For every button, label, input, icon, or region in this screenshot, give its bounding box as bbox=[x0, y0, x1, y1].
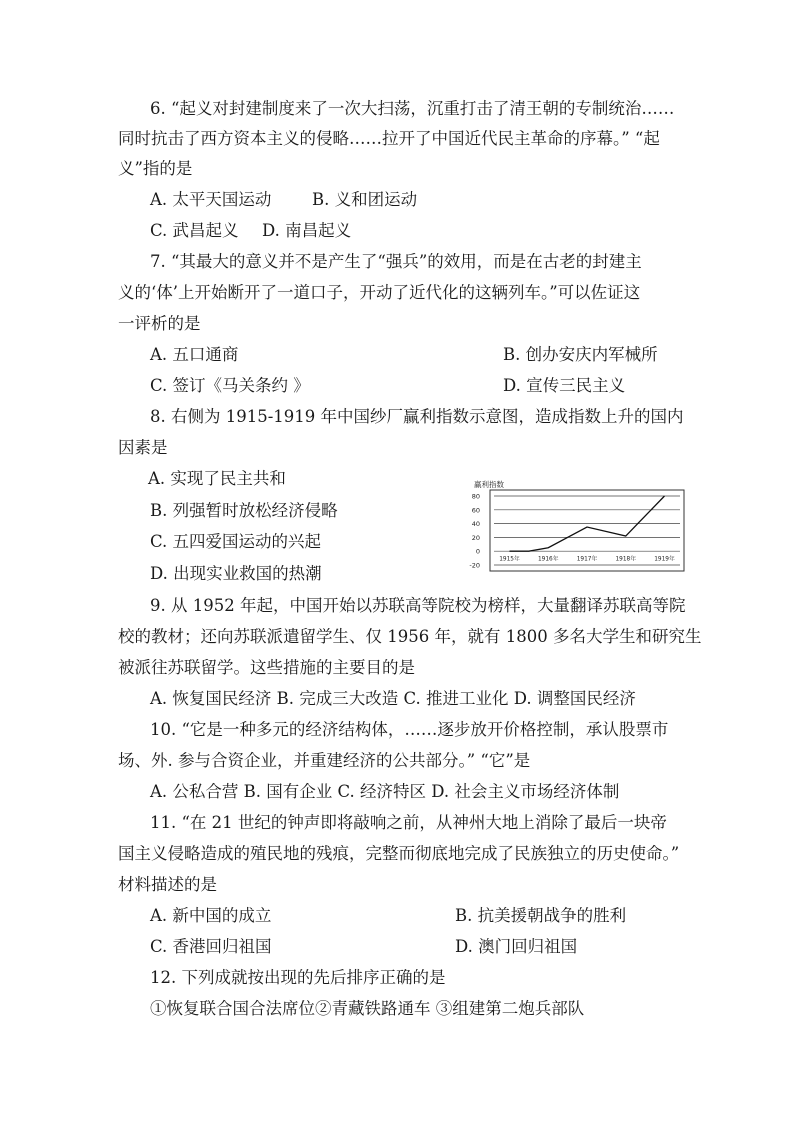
q6-option-d: D. 南昌起义 bbox=[262, 221, 352, 240]
q9-stem-line-3: 被派往苏联留学。这些措施的主要目的是 bbox=[118, 658, 415, 677]
x-tick-label: 1915年 bbox=[499, 556, 520, 563]
q8-option-a: A. 实现了民主共和 bbox=[148, 469, 286, 488]
q8-stem-line-2: 因素是 bbox=[118, 438, 168, 457]
q6-option-a: A. 太平天国运动 bbox=[150, 190, 272, 209]
q6-stem-line-1: 6. “起义对封建制度来了一次大扫荡，沉重打击了清王朝的专制统治…… bbox=[150, 99, 675, 118]
q11-option-b: B. 抗美援朝战争的胜利 bbox=[455, 906, 627, 925]
q12-stem-line-1: 12. 下列成就按出现的先后排序正确的是 bbox=[150, 968, 446, 987]
q10-stem-line-1: 10. “它是一种多元的经济结构体，……逐步放开价格控制，承认股票市 bbox=[150, 720, 669, 739]
q7-option-a: A. 五口通商 bbox=[150, 345, 239, 364]
q8-option-c: C. 五四爱国运动的兴起 bbox=[150, 532, 322, 551]
q12-stem-line-2: ①恢复联合国合法席位②青藏铁路通车 ③组建第二炮兵部队 bbox=[150, 999, 585, 1018]
q6-stem-line-2: 同时抗击了西方资本主义的侵略……拉开了中国近代民主革命的序幕。” “起 bbox=[118, 129, 660, 148]
q9-stem-line-2: 校的教材；还向苏联派遣留学生、仅 1956 年，就有 1800 多名大学生和研究生 bbox=[118, 627, 702, 646]
y-tick-label: 0 bbox=[475, 547, 480, 556]
chart-title: 赢利指数 bbox=[474, 480, 504, 489]
q7-stem-line-1: 7. “其最大的意义并不是产生了“强兵”的效用，而是在古老的封建主 bbox=[150, 252, 642, 271]
q7-stem-line-2: 义的‘体’上开始断开了一道口子，开动了近代化的这辆列车。”可以佐证这 bbox=[118, 283, 641, 302]
q6-option-b: B. 义和团运动 bbox=[312, 190, 418, 209]
q10-stem-line-2: 场、外. 参与合资企业，并重建经济的公共部分。” “它”是 bbox=[118, 751, 531, 770]
x-tick-label: 1916年 bbox=[537, 556, 559, 563]
x-tick-label: 1919年 bbox=[654, 556, 675, 563]
q7-option-b: B. 创办安庆内军械所 bbox=[503, 345, 658, 364]
x-tick-label: 1917年 bbox=[576, 556, 598, 563]
q11-stem-line-1: 11. “在 21 世纪的钟声即将敲响之前，从神州大地上消除了最后一块帝 bbox=[150, 813, 667, 832]
q8-stem-line-1: 8. 右侧为 1915-1919 年中国纱厂赢利指数示意图，造成指数上升的国内 bbox=[150, 407, 684, 426]
q6-option-c: C. 武昌起义 bbox=[150, 221, 239, 240]
profit-index-chart bbox=[466, 476, 686, 576]
q8-option-d: D. 出现实业救国的热潮 bbox=[150, 564, 322, 583]
y-tick-label: 60 bbox=[471, 506, 480, 515]
q7-option-d: D. 宣传三民主义 bbox=[503, 376, 626, 395]
q11-stem-line-2: 国主义侵略造成的殖民地的残痕，完整而彻底地完成了民族独立的历史使命。” bbox=[118, 844, 680, 863]
q6-stem-line-3: 义”指的是 bbox=[118, 159, 193, 178]
q7-option-c: C. 签订《马关条约 》 bbox=[150, 376, 310, 395]
q11-option-d: D. 澳门回归祖国 bbox=[455, 937, 578, 956]
y-tick-label: -20 bbox=[469, 561, 480, 570]
q9-stem-line-1: 9. 从 1952 年起，中国开始以苏联高等院校为榜样，大量翻译苏联高等院 bbox=[150, 596, 686, 615]
q9-options: A. 恢复国民经济 B. 完成三大改造 C. 推进工业化 D. 调整国民经济 bbox=[150, 689, 636, 708]
q8-option-b: B. 列强暂时放松经济侵略 bbox=[150, 501, 338, 520]
q11-stem-line-3: 材料描述的是 bbox=[118, 875, 217, 894]
y-tick-label: 80 bbox=[471, 492, 480, 501]
y-tick-label: 20 bbox=[471, 533, 480, 542]
q7-stem-line-3: 一评析的是 bbox=[118, 314, 201, 333]
x-tick-label: 1918年 bbox=[615, 556, 637, 563]
y-tick-label: 40 bbox=[471, 520, 480, 529]
q11-option-c: C. 香港回归祖国 bbox=[150, 937, 272, 956]
q10-options: A. 公私合营 B. 国有企业 C. 经济特区 D. 社会主义市场经济体制 bbox=[150, 782, 620, 801]
q11-option-a: A. 新中国的成立 bbox=[150, 906, 272, 925]
profit-index-chart-svg bbox=[466, 476, 686, 576]
